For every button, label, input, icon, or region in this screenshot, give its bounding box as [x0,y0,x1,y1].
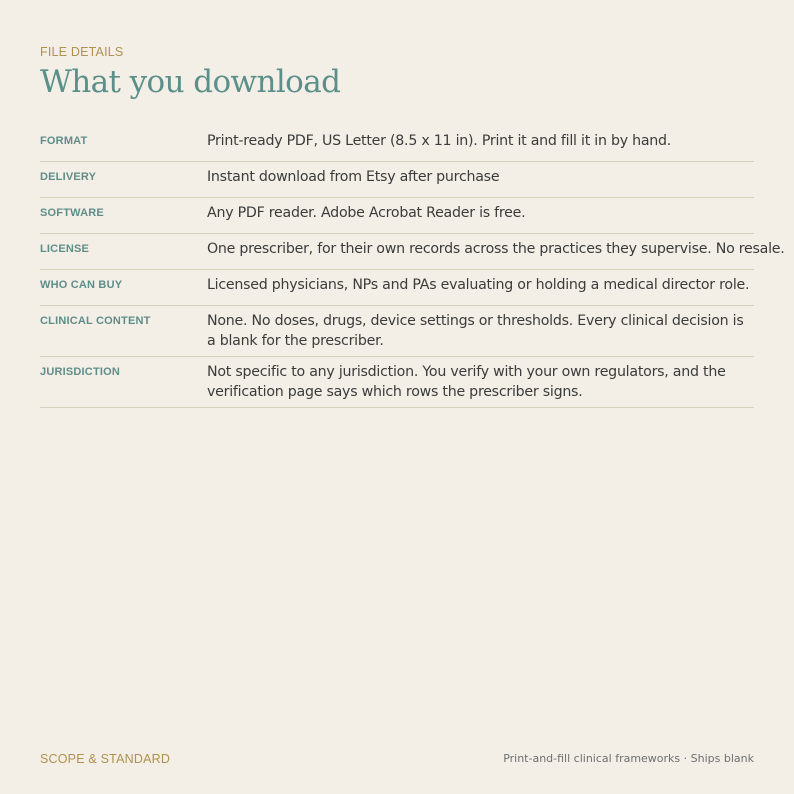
row-value: Instant download from Etsy after purchase [207,169,500,185]
table-row-software [40,198,754,234]
row-label: FORMAT [40,135,88,147]
row-label: SOFTWARE [40,207,104,219]
row-value: Print-ready PDF, US Letter (8.5 x 11 in). Print it and fill it in by hand. [207,133,672,149]
row-label: DELIVERY [40,171,97,183]
table-row-format [40,126,754,162]
row-value: Any PDF reader. Adobe Acrobat Reader is free. [207,205,526,221]
page-title: What you download [40,64,341,100]
footer-tagline: Print-and-fill clinical frameworks · Ships blank [503,752,754,765]
table-row-license [40,234,785,270]
table-row-jurisdiction [40,357,754,408]
table-row-delivery [40,162,754,198]
row-label: WHO CAN BUY [40,279,123,291]
row-value: One prescriber, for their own records across the practices they supervise. No resale. [207,241,785,257]
file-details-table [40,126,785,408]
row-label: CLINICAL CONTENT [40,315,151,327]
row-label: JURISDICTION [40,366,121,378]
row-value: Licensed physicians, NPs and PAs evaluating or holding a medical director role. [207,277,750,293]
row-value: None. No doses, drugs, device settings or thresholds. Every clinical decision is a blank for the prescriber. [207,313,744,349]
table-row-who-can-buy [40,270,754,306]
footer-brand: SCOPE & STANDARD [40,752,171,766]
section-eyebrow: FILE DETAILS [40,45,124,59]
page [40,0,785,794]
table-row-clinical-content [40,306,754,357]
row-value: Not specific to any jurisdiction. You verify with your own regulators, and the verification page says which rows the prescriber signs. [207,364,726,400]
row-label: LICENSE [40,243,90,255]
